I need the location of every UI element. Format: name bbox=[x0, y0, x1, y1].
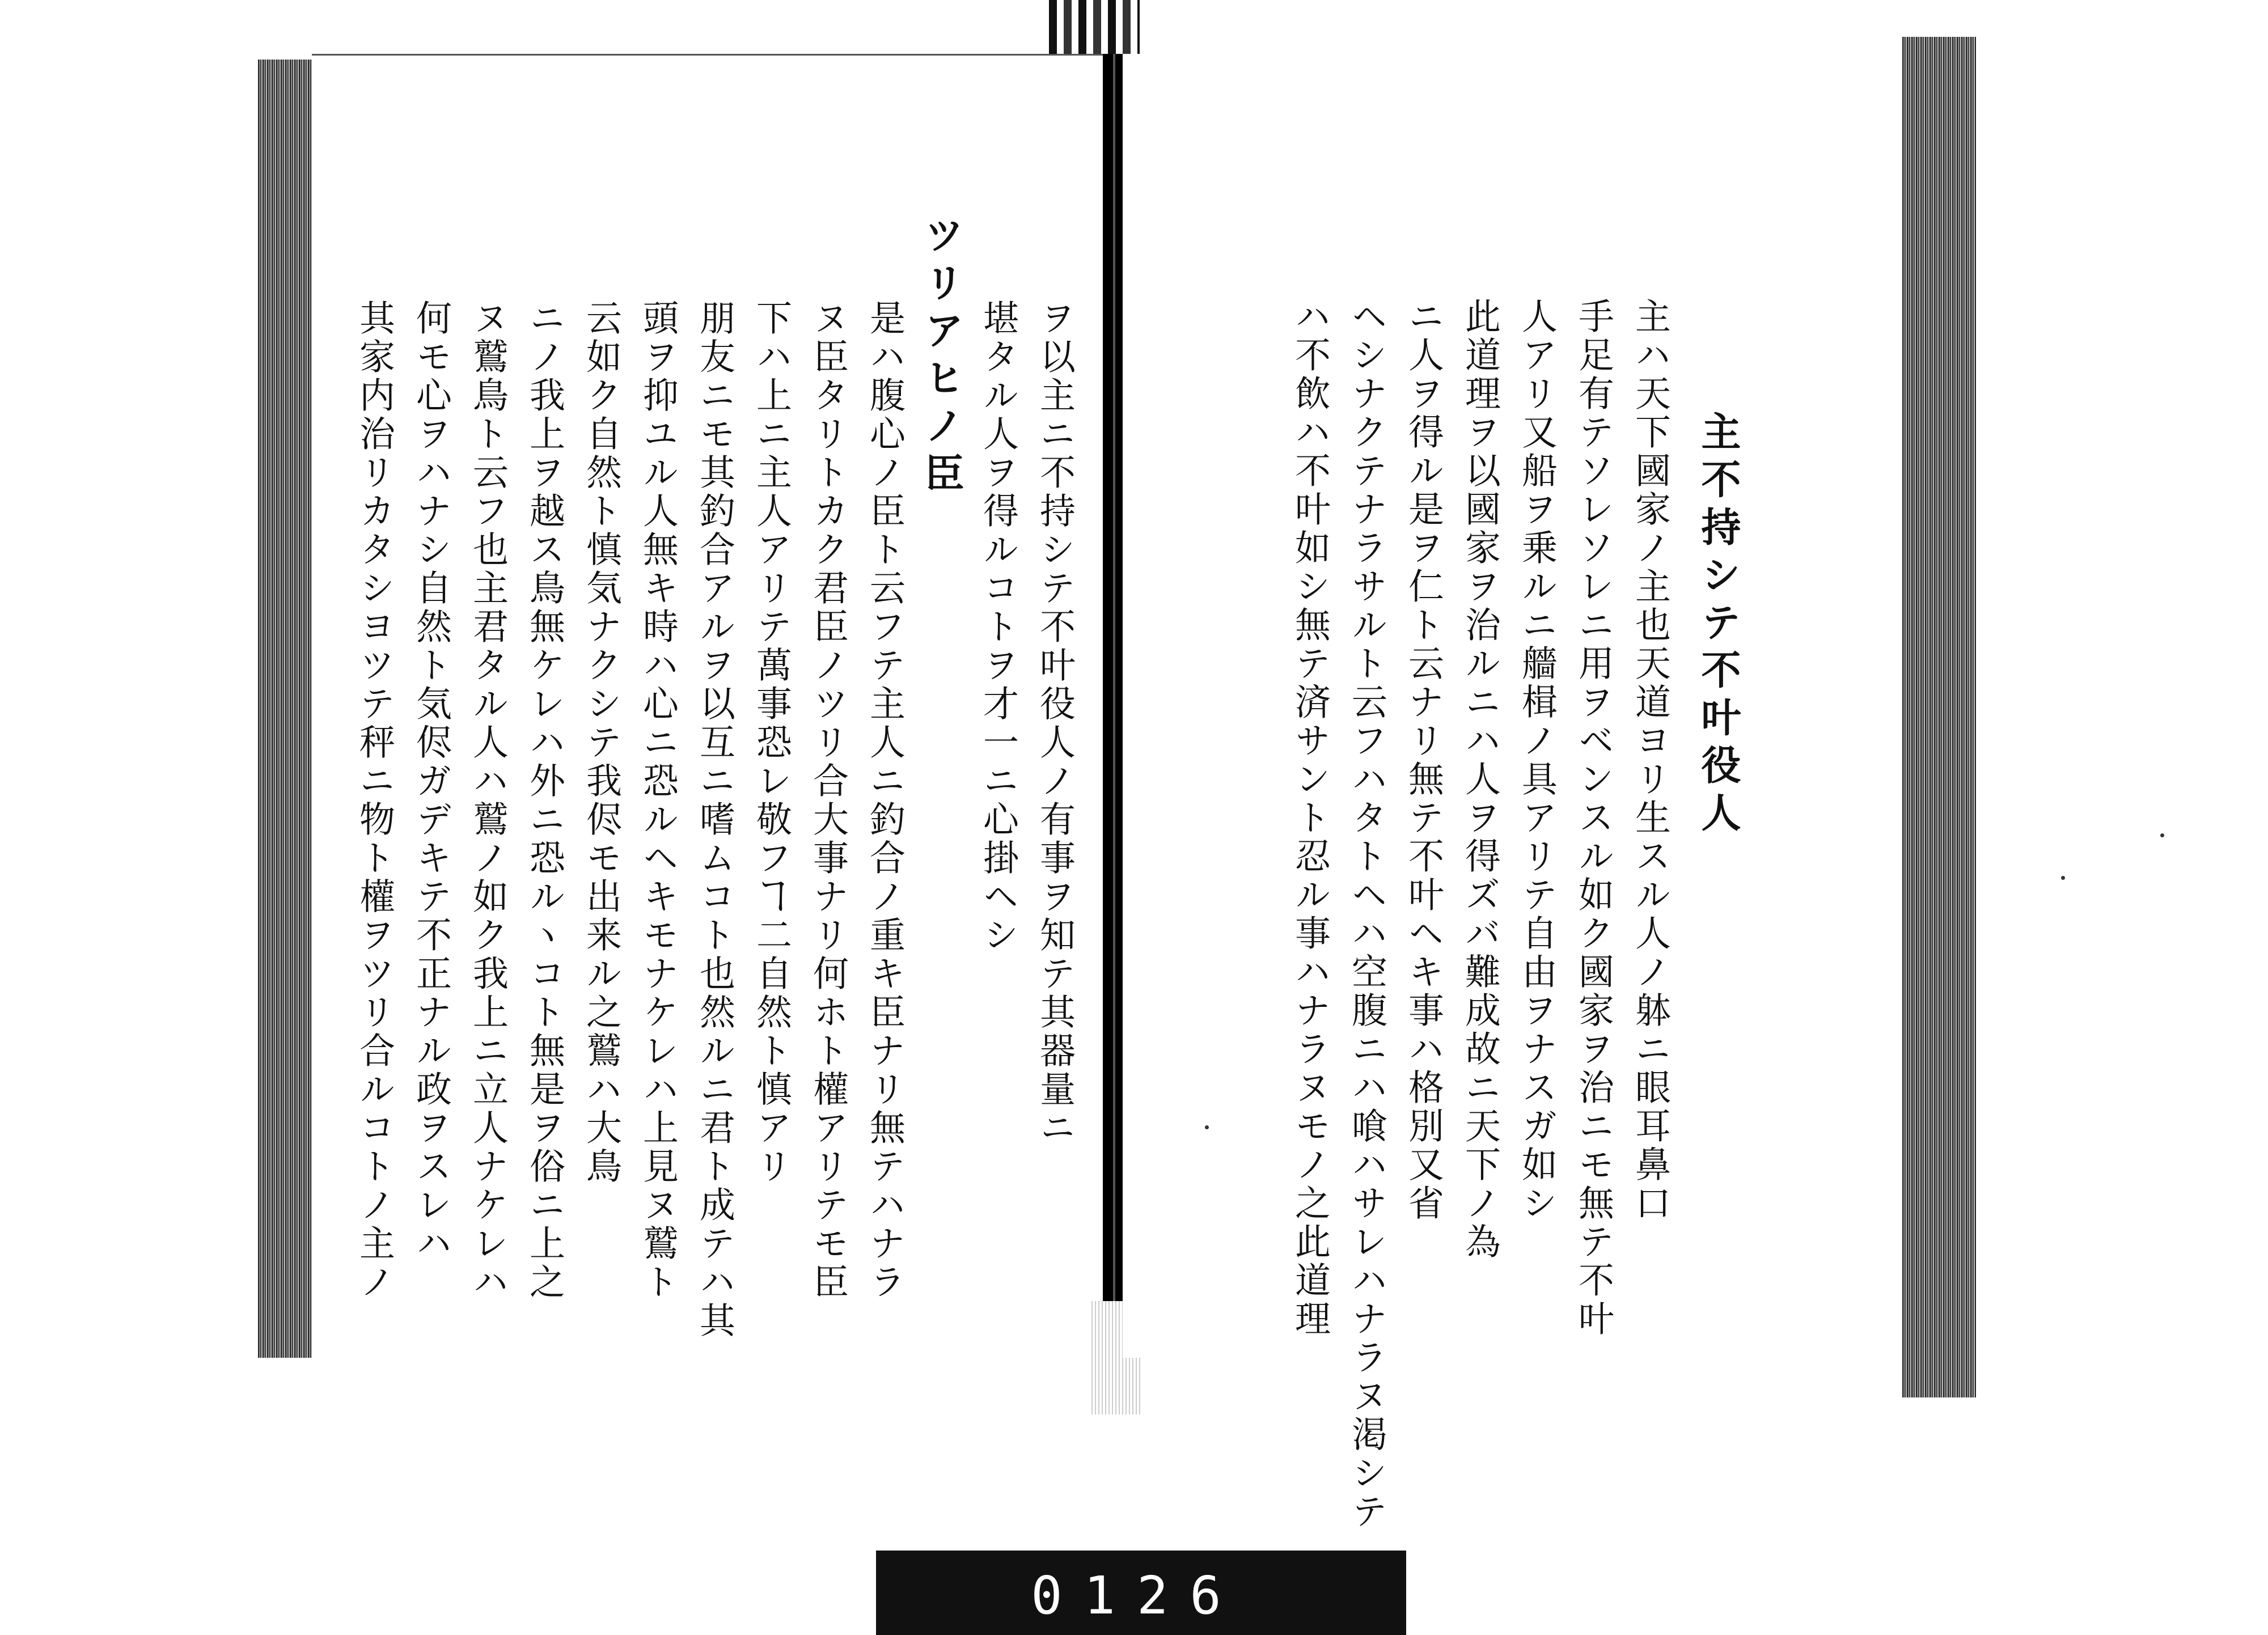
text-column: 其家内治リカタシヨツテ秤ニ物ト權ヲツリ合ルコトノ主ノ bbox=[354, 299, 395, 1302]
text-column: 手足有テソレソレニ用ヲベンスル如ク國家ヲ治ニモ無テ不叶 bbox=[1573, 298, 1614, 1339]
text-column: 主ハ天下國家ノ主也天道ヨリ生スル人ノ躰ニ眼耳鼻口 bbox=[1630, 298, 1671, 1223]
text-column: 堪タル人ヲ得ルコトヲ才一ニ心掛ヘシ bbox=[978, 299, 1019, 955]
text-column: ヌ臣タリトカク君臣ノツリ合大事ナリ何ホト權アリテモ臣 bbox=[807, 299, 849, 1302]
left-page bbox=[312, 54, 1106, 1359]
frame-number-bar bbox=[876, 1551, 1406, 1635]
text-column: 頭ヲ抑ユル人無キ時ハ心ニ恐ルヘキモナケレハ上見ヌ鷲ト bbox=[637, 299, 679, 1302]
text-column: 是ハ腹心ノ臣ト云フテ主人ニ釣合ノ重キ臣ナリ無テハナラ bbox=[864, 299, 905, 1302]
section-heading: 主不持シテ不叶役人 bbox=[1695, 411, 1742, 840]
text-column: 云如ク自然ト慎気ナクシテ我侭モ出来ル之鷲ハ大鳥 bbox=[581, 299, 622, 1186]
text-column: ニノ我上ヲ越ス鳥無ケレハ外ニ恐ルヽコト無是ヲ俗ニ上之 bbox=[524, 299, 565, 1302]
right-page-edge bbox=[1902, 37, 1976, 1397]
text-column: ヲ以主ニ不持シテ不叶役人ノ有事ヲ知テ其器量ニ bbox=[1034, 299, 1076, 1147]
text-column: ニ人ヲ得ル是ヲ仁ト云ナリ無テ不叶ヘキ事ハ格別又省 bbox=[1403, 298, 1444, 1223]
text-column: 朋友ニモ其釣合アルヲ以互ニ嗜ムコト也然ルニ君ト成テハ其 bbox=[694, 299, 735, 1340]
book-gutter bbox=[1103, 54, 1125, 1358]
text-column: 人アリ又船ヲ乗ルニ艢楫ノ具アリテ自由ヲナスガ如シ bbox=[1516, 298, 1558, 1223]
text-column: 何モ心ヲハナシ自然ト気侭ガデキテ不正ナル政ヲスレハ bbox=[411, 299, 452, 1263]
left-page-edge bbox=[258, 60, 312, 1358]
binding-strip bbox=[1049, 0, 1140, 62]
text-column: 下ハ上ニ主人アリテ萬事恐レ敬フヿ二自然ト慎アリ bbox=[751, 299, 792, 1186]
scan-speck bbox=[2061, 876, 2065, 880]
scan-speck bbox=[1205, 1125, 1209, 1129]
frame-number: 0126 bbox=[1031, 1565, 1243, 1626]
scan-speck bbox=[2160, 833, 2164, 837]
text-column: ハ不飲ハ不叶如シ無テ済サント忍ル事ハナラヌモノ之此道理 bbox=[1289, 298, 1331, 1339]
open-book bbox=[258, 54, 1976, 1531]
right-page bbox=[1123, 54, 1902, 1531]
text-column: 此道理ヲ以國家ヲ治ルニハ人ヲ得ズバ難成故ニ天下ノ為 bbox=[1459, 298, 1501, 1261]
text-column: ヘシナクテナラサルト云フハタトヘハ空腹ニハ喰ハサレハナラヌ渇シテ bbox=[1346, 298, 1387, 1531]
section-heading: ツリアヒノ臣 bbox=[918, 214, 965, 500]
text-column: ヌ鷲鳥ト云フ也主君タル人ハ鷲ノ如ク我上ニ立人ナケレハ bbox=[467, 299, 509, 1302]
